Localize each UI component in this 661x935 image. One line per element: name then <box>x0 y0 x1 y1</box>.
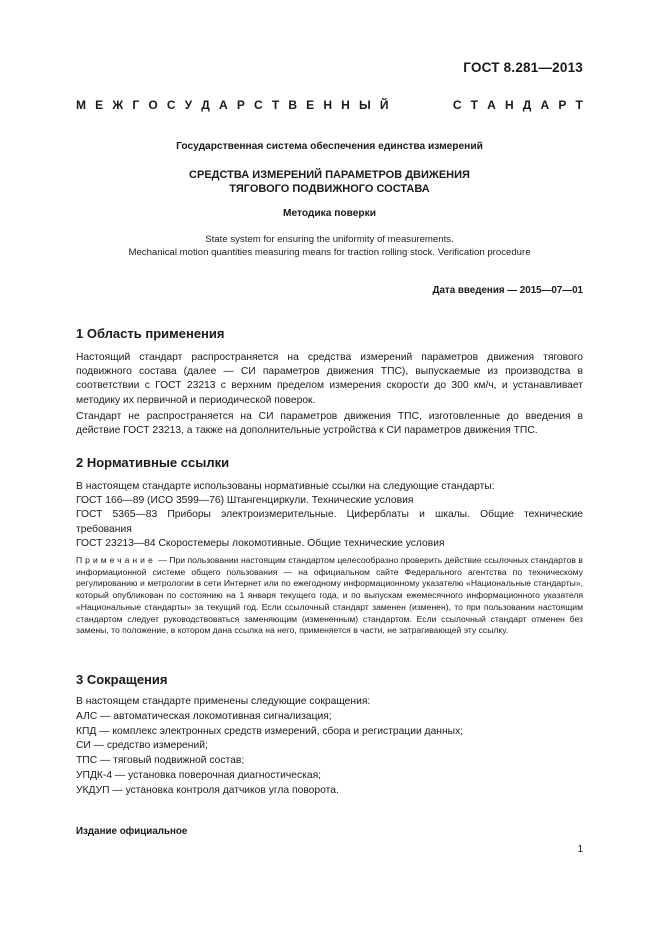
english-title-line-1: State system for ensuring the uniformity of measurements. <box>205 234 454 245</box>
banner-letter: М <box>76 98 86 112</box>
banner-letter: Т <box>575 98 583 112</box>
banner-letter: Г <box>132 98 140 112</box>
section-1-heading: 1 Область применения <box>76 326 225 341</box>
banner-letter: Н <box>341 98 350 112</box>
document-title-line-2: ТЯГОВОГО ПОДВИЖНОГО СОСТАВА <box>229 183 430 195</box>
abbreviation-item: ТПС — тяговый подвижной состав; <box>76 755 245 767</box>
banner-letter: Е <box>306 98 315 112</box>
section-1-paragraph-2: Стандарт не распространяется на СИ параметров движения ТПС, изготовленные до введения в действие ГОСТ 23213, а также на дополнительные устройства к СИ параметров движения ТПС. <box>76 410 583 437</box>
banner-letter: С <box>452 98 462 112</box>
reference-item: ГОСТ 166—89 (ИСО 3599—76) Штангенциркули. Технические условия <box>76 495 414 507</box>
banner-letter: А <box>487 98 496 112</box>
note-label: Примечание <box>76 555 156 566</box>
standard-type-banner <box>76 98 583 112</box>
banner-letter: Е <box>95 98 104 112</box>
english-title-line-2: Mechanical motion quantities measuring means for traction rolling stock. Verification procedure <box>128 247 531 258</box>
section-2-intro: В настоящем стандарте использованы нормативные ссылки на следующие стандарты: <box>76 481 495 492</box>
abbreviation-item: СИ — средство измерений; <box>76 740 208 752</box>
banner-letter: Р <box>558 98 567 112</box>
banner-letter: В <box>288 98 297 112</box>
section-3 <box>76 672 583 799</box>
banner-letter: Д <box>522 98 532 112</box>
system-title: Государственная система обеспечения единства измерений <box>176 141 483 152</box>
section-1 <box>76 326 583 438</box>
banner-letter: С <box>166 98 176 112</box>
banner-letter: Д <box>201 98 210 112</box>
introduction-date: Дата введения — 2015—07—01 <box>432 285 583 296</box>
document-subtitle: Методика поверки <box>282 208 377 219</box>
section-3-intro: В настоящем стандарте применены следующие сокращения: <box>76 696 371 707</box>
abbreviation-item: УКДУП — установка контроля датчиков угла поворота. <box>76 784 339 796</box>
official-edition-label: Издание официальное <box>76 826 188 837</box>
banner-letter: Н <box>323 98 332 112</box>
banner-letter: О <box>148 98 158 112</box>
banner-letter: Т <box>271 98 280 112</box>
banner-gap <box>398 98 444 112</box>
banner-letter: Ы <box>358 98 371 112</box>
note-text: — При пользовании настоящим стандартом целесообразно проверить действие ссылочных стандартов в информационной системе общего пользования — на официальном сайте Федерального агентства по техническому регулированию и метрологии в сети Интернет или по ежегодному информационному указателю «Национальные стандарты», который опубликован по состоянию на 1 января текущего года, и по выпускам ежемесячного информационного указателя «Национальные стандарты» за текущий год. Если ссылочный стандарт заменен (изменен), то при пользовании настоящим стандартом следует руководствоваться заменяющим (измененным) стандартом. Если ссылочный стандарт отменен без замены, то положение, в котором дана ссылка на него, применяется в части, не затрагивающей эту ссылку. <box>76 555 583 636</box>
section-3-heading: 3 Сокращения <box>76 672 168 687</box>
banner-letter: А <box>540 98 550 112</box>
reference-item: ГОСТ 5365—83 Приборы электроизмерительные. Циферблаты и шкалы. Общие технические требования <box>76 509 583 535</box>
banner-letter: Т <box>470 98 478 112</box>
banner-letter: У <box>184 98 193 112</box>
note <box>76 555 583 637</box>
banner-letter: Р <box>236 98 245 112</box>
english-title <box>76 233 583 259</box>
abbreviation-item: УПДК-4 — установка поверочная диагностическая; <box>76 769 322 781</box>
reference-item: ГОСТ 23213—84 Скоростемеры локомотивные. Общие технические условия <box>76 537 445 549</box>
abbreviation-item: АЛС — автоматическая локомотивная сигнализация; <box>76 710 332 722</box>
banner-letter: Ж <box>112 98 124 112</box>
section-2-heading: 2 Нормативные ссылки <box>76 455 230 470</box>
page-number: 1 <box>577 844 583 855</box>
document-title-line-1: СРЕДСТВА ИЗМЕРЕНИЙ ПАРАМЕТРОВ ДВИЖЕНИЯ <box>189 169 470 181</box>
document-title <box>76 168 583 196</box>
banner-letter: С <box>253 98 263 112</box>
abbreviation-item: КПД — комплекс электронных средств измерений, сбора и регистрации данных; <box>76 725 464 737</box>
section-1-paragraph-1: Настоящий стандарт распространяется на средства измерений параметров движения тягового подвижного состава (далее — СИ параметров движения ТПС), выпускаемые из производства в соответствии с ГОСТ 23213 с верхним пределом измерения скорости до 300 км/ч, и устанавливает методику их первичной и периодической поверок. <box>76 352 583 406</box>
section-2 <box>76 455 583 637</box>
banner-letter: А <box>218 98 228 112</box>
standard-number: ГОСТ 8.281—2013 <box>463 60 583 75</box>
banner-letter: Й <box>379 98 389 112</box>
banner-letter: Н <box>504 98 514 112</box>
